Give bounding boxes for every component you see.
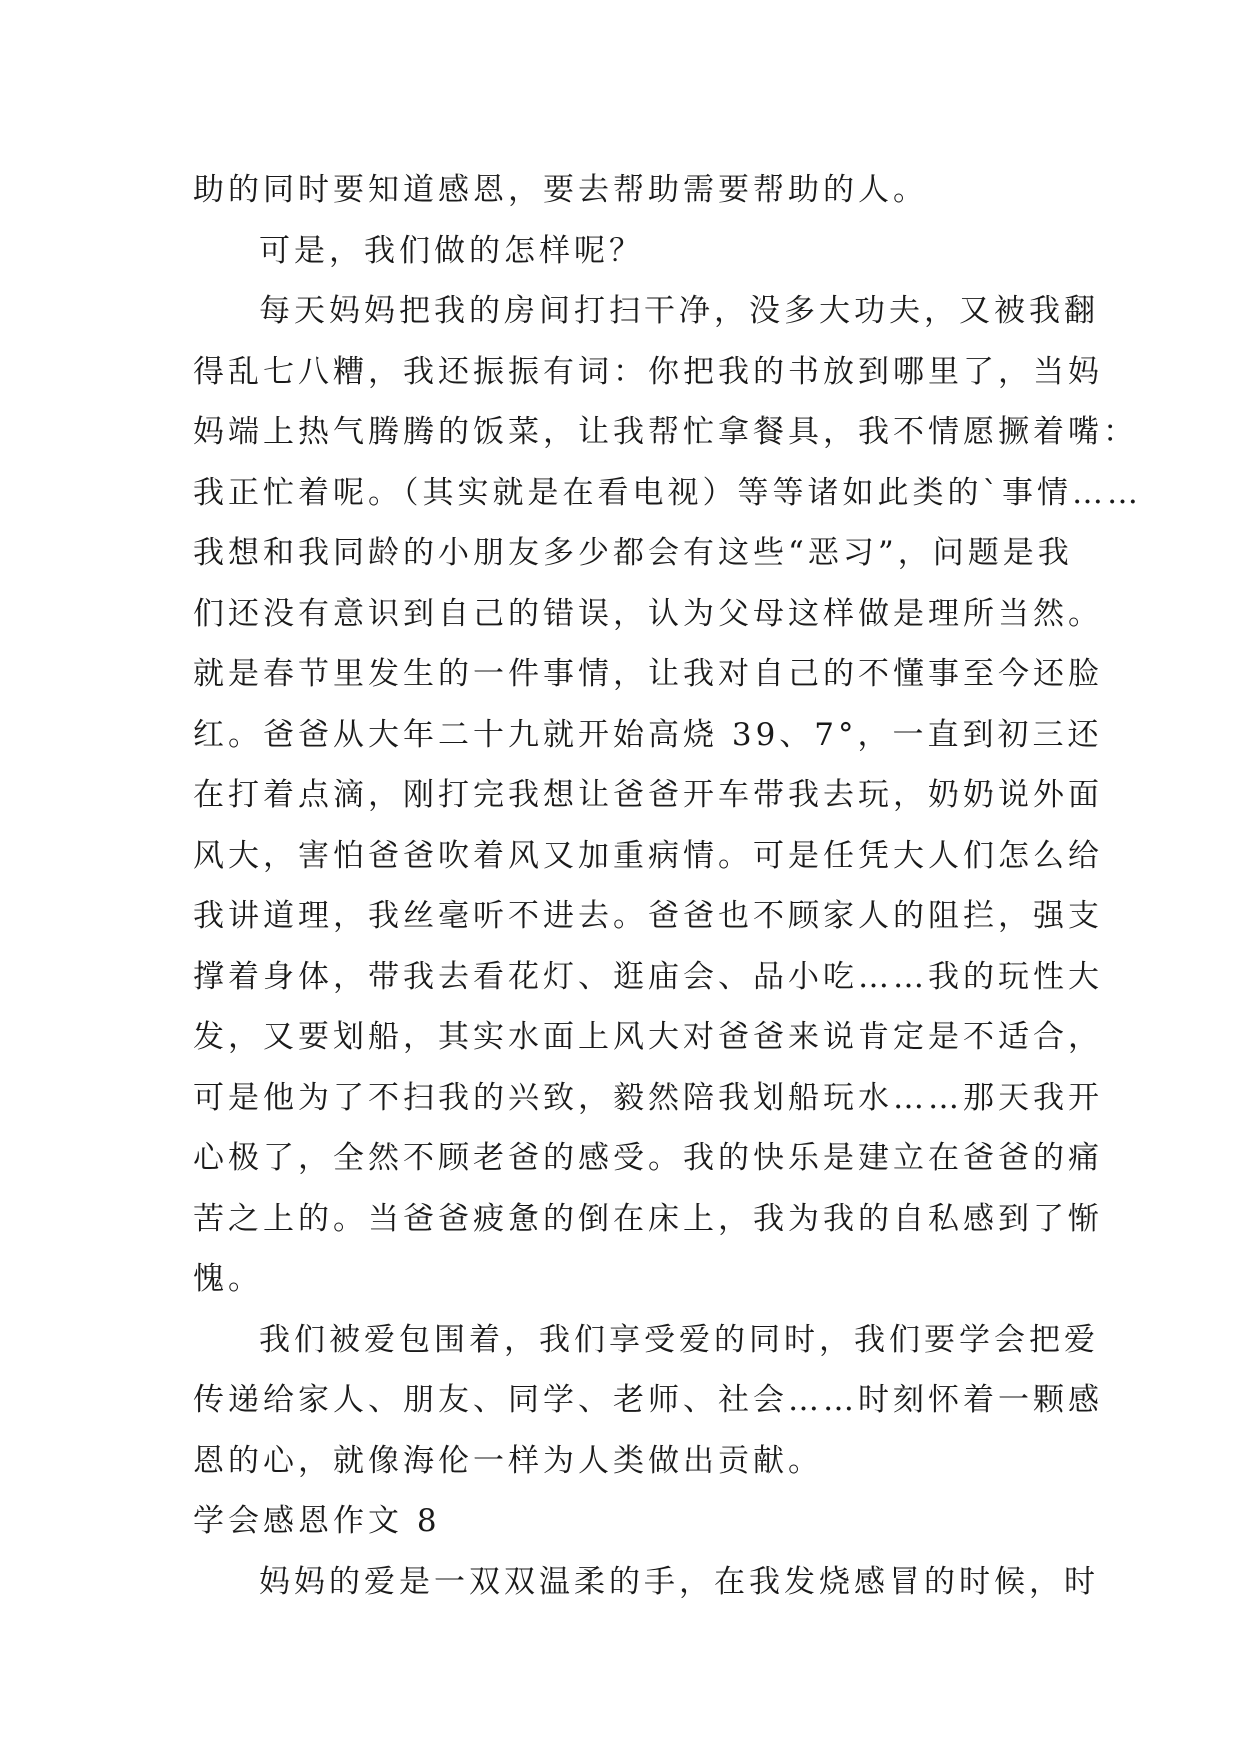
text-line: 我们被爱包围着，我们享受爱的同时，我们要学会把爱 <box>259 1321 1099 1358</box>
text-line: 就是春节里发生的一件事情，让我对自己的不懂事至今还脸 <box>193 656 1103 692</box>
essay-text <box>193 160 1142 1612</box>
text-line: 我想和我同龄的小朋友多少都会有这些“恶习”，问题是我 <box>193 535 1073 571</box>
section-heading: 学会感恩作文 8 <box>193 1503 441 1539</box>
text-line: 可是他为了不扫我的兴致，毅然陪我划船玩水……那天我开 <box>193 1079 1103 1116</box>
text-line: 助的同时要知道感恩，要去帮助需要帮助的人。 <box>193 172 928 208</box>
text-line: 妈端上热气腾腾的饭菜，让我帮忙拿餐具，我不情愿撅着嘴： <box>193 414 1138 450</box>
text-line: 传递给家人、朋友、同学、老师、社会……时刻怀着一颗感 <box>193 1382 1103 1418</box>
text-line: 我正忙着呢。（其实就是在看电视）等等诸如此类的`事情…… <box>193 474 1142 511</box>
text-line: 可是，我们做的怎样呢？ <box>259 232 644 269</box>
text-line: 恩的心，就像海伦一样为人类做出贡献。 <box>193 1442 823 1479</box>
text-line: 妈妈的爱是一双双温柔的手，在我发烧感冒的时候，时 <box>259 1563 1099 1600</box>
text-line: 我讲道理，我丝毫听不进去。爸爸也不顾家人的阻拦，强支 <box>193 898 1103 934</box>
text-line: 在打着点滴，刚打完我想让爸爸开车带我去玩，奶奶说外面 <box>193 777 1103 813</box>
text-line: 红。爸爸从大年二十九就开始高烧 39、7°，一直到初三还 <box>193 716 1103 753</box>
text-line: 们还没有意识到自己的错误，认为父母这样做是理所当然。 <box>193 595 1103 632</box>
text-line: 得乱七八糟，我还振振有词：你把我的书放到哪里了，当妈 <box>193 353 1103 390</box>
text-line: 心极了，全然不顾老爸的感受。我的快乐是建立在爸爸的痛 <box>193 1140 1103 1176</box>
text-line: 愧。 <box>193 1261 263 1297</box>
text-line: 发，又要划船，其实水面上风大对爸爸来说肯定是不适合， <box>193 1019 1103 1055</box>
text-line: 撑着身体，带我去看花灯、逛庙会、品小吃……我的玩性大 <box>193 958 1103 995</box>
text-line: 每天妈妈把我的房间打扫干净，没多大功夫，又被我翻 <box>259 293 1099 329</box>
text-line: 苦之上的。当爸爸疲惫的倒在床上，我为我的自私感到了惭 <box>193 1200 1103 1237</box>
text-line: 风大，害怕爸爸吹着风又加重病情。可是任凭大人们怎么给 <box>193 837 1103 874</box>
